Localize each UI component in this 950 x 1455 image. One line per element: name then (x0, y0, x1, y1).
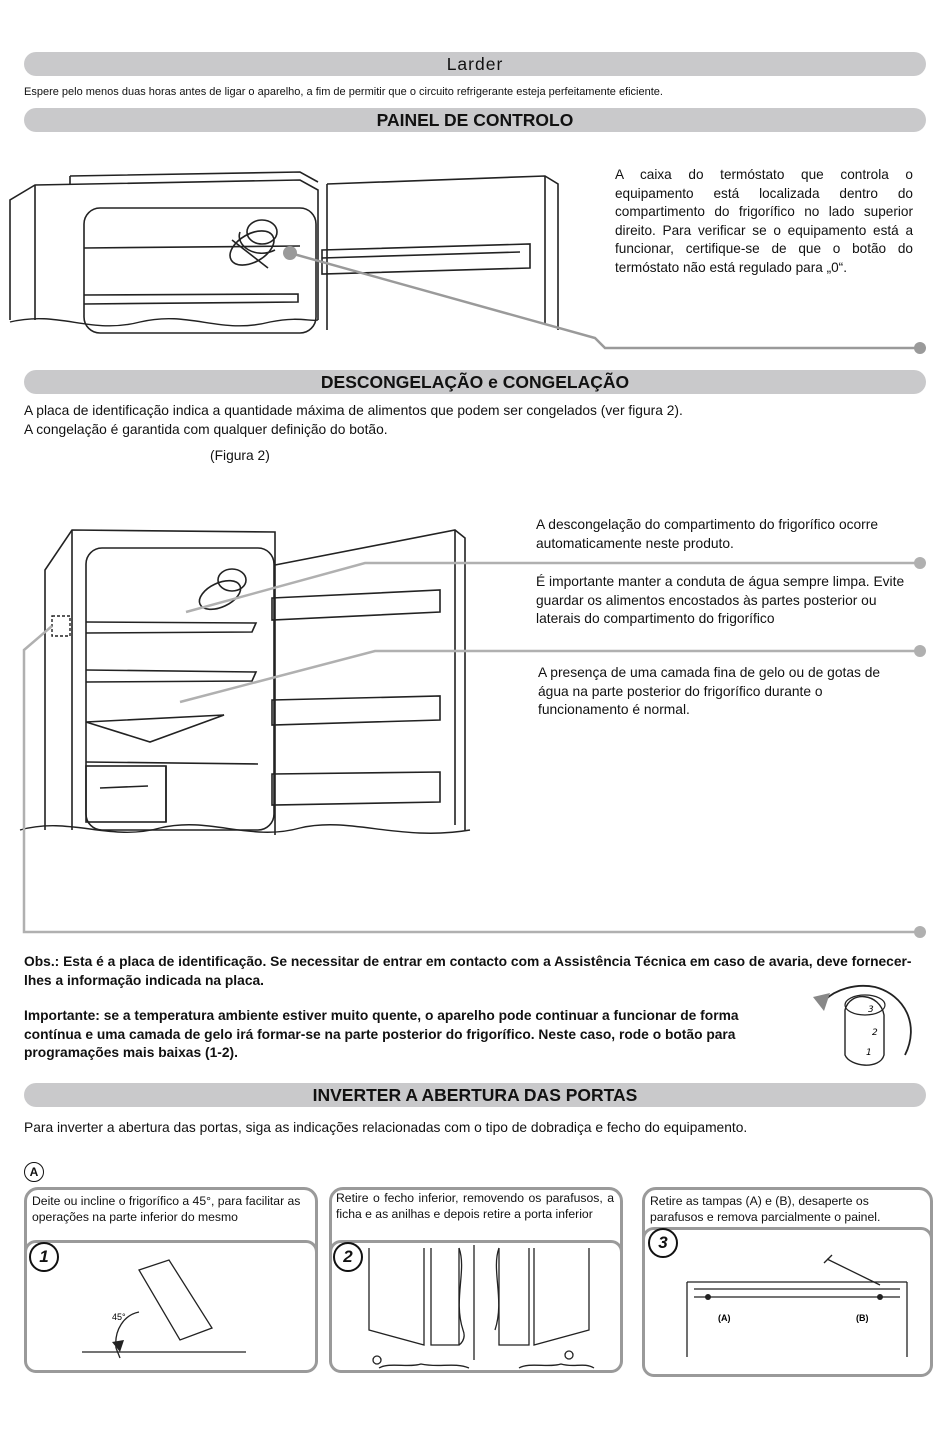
intro-text: Espere pelo menos duas horas antes de ligar o aparelho, a fim de permitir que o circuito refrigerante esteja perfeitamente eficiente. (24, 86, 663, 98)
defrost-callout-2: É importante manter a conduta de água sempre limpa. Evite guardar os alimentos encostados às partes posterior ou laterais do compartimento do frigorífico (536, 574, 905, 626)
knob-label-3: 3 (868, 1005, 874, 1015)
defrost-line-1: A placa de identificação indica a quantidade máxima de alimentos que podem ser congelados (ver figura 2). (24, 403, 683, 418)
section-title-doors: INVERTER A ABERTURA DAS PORTAS (24, 1083, 926, 1107)
obs-text: Obs.: Esta é a placa de identificação. Se necessitar de entrar em contacto com a Assistência Técnica em caso de avaria, deve fornecer-lhes a informação indicada na placa. (24, 954, 912, 988)
section-title-defrost: DESCONGELAÇÃO e CONGELAÇÃO (24, 370, 926, 394)
doors-intro: Para inverter a abertura das portas, siga as indicações relacionadas com o tipo de dobradiça e fecho do equipamento. (24, 1120, 748, 1135)
knob-label-1: 1 (866, 1048, 872, 1058)
section-label-a: A (24, 1162, 44, 1182)
door-hinge-icon (329, 1240, 617, 1367)
step-2-text: Retire o fecho inferior, removendo os parafusos, a ficha e as anilhas e depois retire a porta inferior (336, 1191, 614, 1221)
step-3-label-b: (B) (856, 1313, 869, 1323)
step-1-number: 1 (29, 1242, 59, 1272)
defrost-callout-1: A descongelação do compartimento do frigorífico ocorre automaticamente neste produto. (536, 517, 879, 551)
step-3-number: 3 (648, 1228, 678, 1258)
figure-caption: (Figura 2) (210, 448, 270, 463)
step-3-text: Retire as tampas (A) e (B), desaperte os parafusos e remova parcialmente o painel. (650, 1194, 881, 1224)
step-1-text: Deite ou incline o frigorífico a 45°, para facilitar as operações na parte inferior do mesmo (32, 1194, 301, 1224)
section-title-control-panel: PAINEL DE CONTROLO (24, 108, 926, 132)
step-2-number: 2 (333, 1242, 363, 1272)
step-1-angle-label: 45° (112, 1312, 126, 1322)
knob-label-2: 2 (872, 1028, 878, 1038)
thermostat-knob-icon (810, 985, 920, 1075)
control-panel-text: A caixa do termóstato que controla o equipamento está localizada dentro do compartimento do frigorífico no lado superior direito. Para verificar se o equipamento está a funcionar, certifique-se de que o botão do termóstato não está regulado para „0“. (615, 167, 913, 275)
tilted-fridge-icon (24, 1240, 312, 1367)
defrost-callout-3: A presença de uma camada fina de gelo ou de gotas de água na parte posterior do frigorífico durante o funcionamento é normal. (538, 665, 881, 717)
important-text: Importante: se a temperatura ambiente estiver muito quente, o aparelho pode continuar a funcionar de forma contínua e uma camada de gelo irá formar-se na parte posterior do frigorífico. Neste caso, rode o botão para programações mais baixas (1-2). (24, 1008, 739, 1060)
defrost-line-2: A congelação é garantida com qualquer definição do botão. (24, 422, 388, 437)
page-header: Larder (24, 52, 926, 76)
panel-cover-icon (642, 1227, 927, 1371)
step-3-label-a: (A) (718, 1313, 731, 1323)
